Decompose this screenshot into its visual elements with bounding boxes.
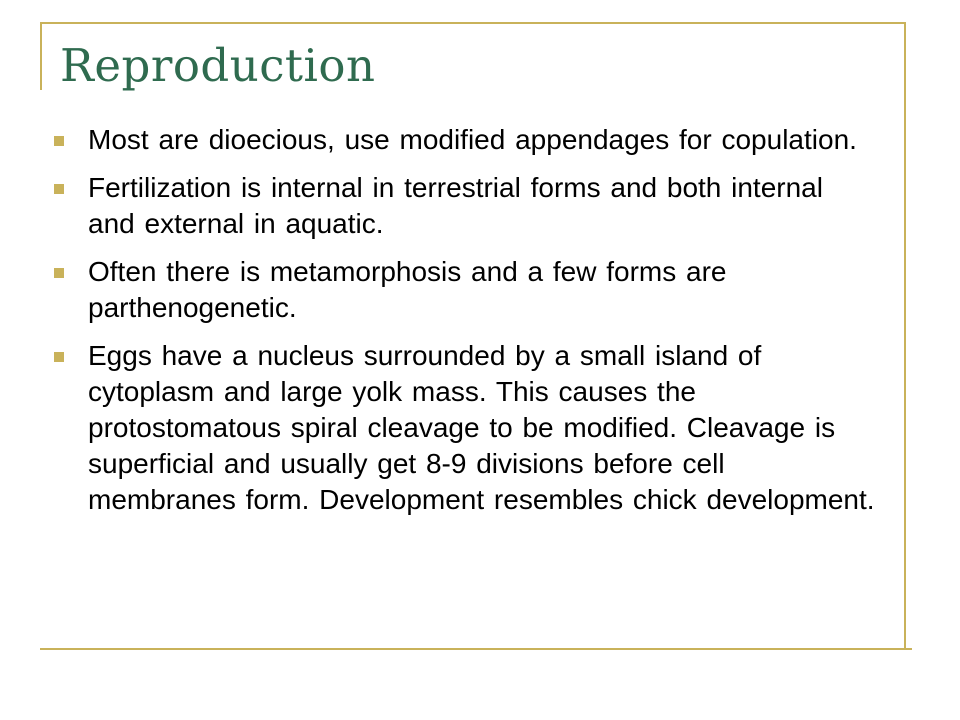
bullet-item [48,338,878,518]
frame-bottom-line [40,648,912,650]
bullet-item [48,122,878,158]
bullet-text: Often there is metamorphosis and a few forms are parthenogenetic. [88,256,727,323]
frame-right-line [904,22,906,650]
square-bullet-icon [54,184,64,194]
bullet-text: Eggs have a nucleus surrounded by a small island of cytoplasm and large yolk mass. This causes the protostomatous spiral cleavage to be modified. Cleavage is superficial and usually get 8-9 divisions before cell membranes form. Development resembles chick development. [88,340,875,515]
square-bullet-icon [54,136,64,146]
bullet-list [48,122,878,530]
square-bullet-icon [54,268,64,278]
bullet-text: Fertilization is internal in terrestrial forms and both internal and external in aquatic. [88,172,823,239]
slide-title: Reproduction [60,39,376,92]
bullet-text: Most are dioecious, use modified appendages for copulation. [88,124,857,155]
frame-left-line [40,22,42,90]
square-bullet-icon [54,352,64,362]
frame-top-line [40,22,906,24]
bullet-item [48,170,878,242]
bullet-item [48,254,878,326]
